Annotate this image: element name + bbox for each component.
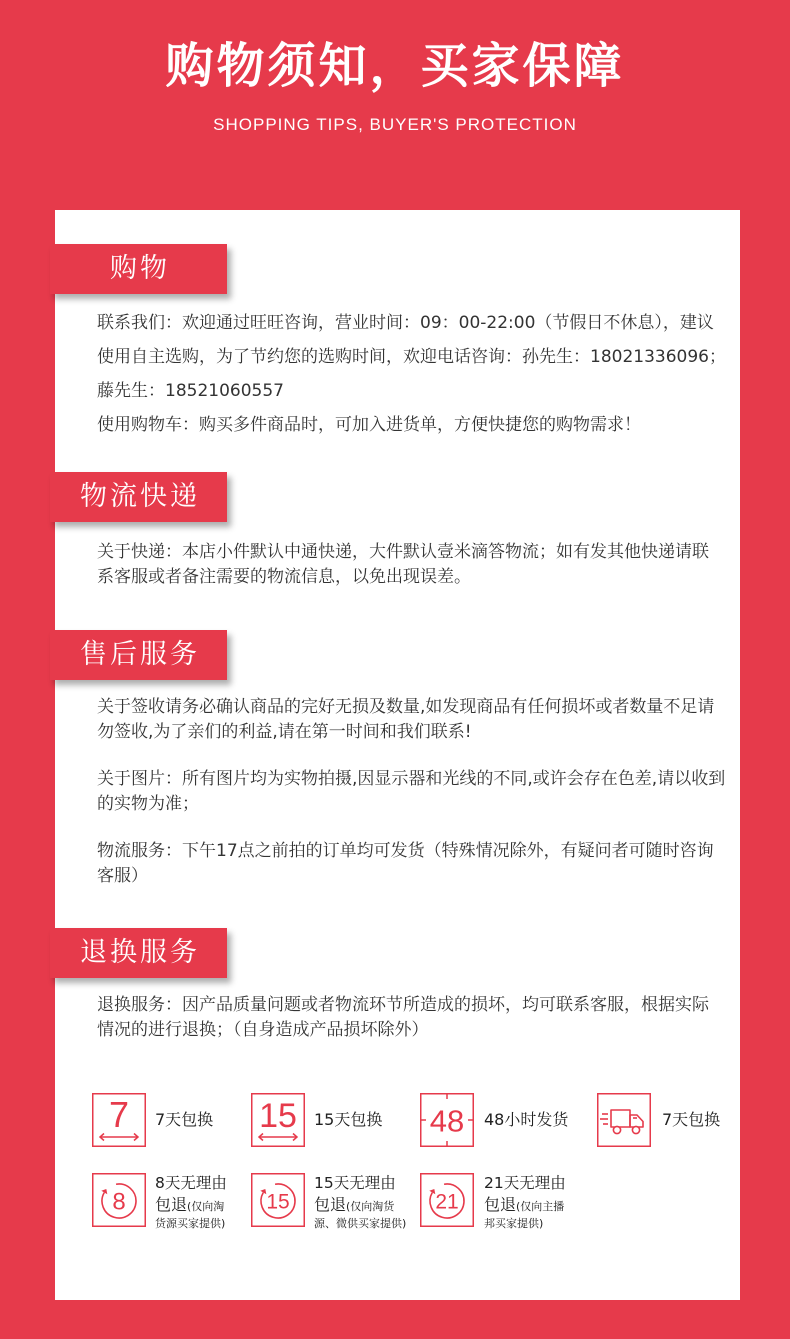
section-tag-after-sales: 售后服务	[50, 630, 227, 680]
section-tag-logistics: 物流快递	[50, 472, 227, 522]
text-line: 客服）	[97, 866, 148, 886]
text-line: 情况的进行退换；（自身造成产品损坏除外）	[97, 1020, 429, 1040]
page-subtitle: SHOPPING TIPS, BUYER'S PROTECTION	[213, 115, 577, 134]
text-line: 系客服或者备注需要的物流信息，以免出现误差。	[97, 567, 471, 587]
text-line: 物流服务：下午17点之前拍的订单均可发货（特殊情况除外，有疑问者可随时咨询	[97, 841, 714, 861]
text-line: 的实物为准；	[97, 794, 199, 814]
paragraph	[97, 306, 732, 408]
guarantee-main-text: 包退	[155, 1195, 188, 1214]
guarantee-label	[484, 1172, 566, 1230]
text-line: 退换服务：因产品质量问题或者物流环节所造成的损坏，均可联系客服，根据实际	[97, 995, 709, 1015]
delivery-truck-icon	[597, 1093, 651, 1147]
guarantee-label: 48小时发货	[484, 1110, 569, 1129]
guarantee-note-continued: 货源买家提供)	[155, 1217, 226, 1230]
text-line: 关于签收请务必确认商品的完好无损及数量,如发现商品有任何损坏或者数量不足请	[97, 697, 715, 717]
guarantee-note: (仅向淘货	[346, 1200, 395, 1213]
guarantee-note: (仅向主播	[516, 1200, 565, 1213]
text-line: 勿签收,为了亲们的利益,请在第一时间和我们联系!	[97, 722, 472, 742]
day-count-number: 15	[266, 1190, 290, 1214]
15-day-return-icon	[251, 1173, 305, 1227]
paragraph	[97, 695, 732, 745]
guarantee-terms	[155, 1194, 227, 1218]
page-title: 购物须知，买家保障	[165, 38, 625, 94]
text-line: 联系我们：欢迎通过旺旺咨询，营业时间：09：00-22:00（节假日不休息），建议	[97, 313, 714, 333]
guarantee-main-text: 包退	[314, 1195, 347, 1214]
guarantee-main-text: 包退	[484, 1195, 517, 1214]
day-count-number: 7	[108, 1094, 130, 1135]
8-day-return-icon	[92, 1173, 146, 1227]
section-text-logistics	[97, 540, 732, 590]
section-tag-returns: 退换服务	[50, 928, 227, 978]
48-hour-shipping-icon	[420, 1093, 474, 1147]
21-day-return-icon	[420, 1173, 474, 1227]
day-count-number: 8	[112, 1188, 126, 1216]
section-text-returns	[97, 993, 732, 1043]
day-count-number: 15	[259, 1097, 297, 1135]
section-tag-shopping: 购物	[50, 244, 227, 294]
fifteen-day-exchange-icon	[251, 1093, 305, 1147]
section-text-shopping	[97, 306, 732, 442]
paragraph	[97, 540, 732, 590]
hour-count-number: 48	[429, 1103, 465, 1139]
guarantee-title: 21天无理由	[484, 1174, 566, 1192]
paragraph	[97, 408, 732, 442]
seven-day-exchange-icon	[92, 1093, 146, 1147]
guarantee-title: 15天无理由	[314, 1174, 396, 1192]
guarantee-note-continued: 源、微供买家提供)	[314, 1217, 407, 1230]
guarantee-title: 8天无理由	[155, 1174, 227, 1192]
guarantee-label: 15天包换	[314, 1110, 383, 1129]
guarantee-label: 7天包换	[155, 1110, 214, 1129]
paragraph	[97, 993, 732, 1043]
guarantee-terms	[484, 1194, 566, 1218]
guarantee-label: 7天包换	[662, 1110, 721, 1129]
guarantee-note-continued: 邦买家提供)	[484, 1217, 544, 1230]
text-line: 关于图片：所有图片均为实物拍摄,因显示器和光线的不同,或许会存在色差,请以收到	[97, 769, 726, 789]
section-text-after-sales	[97, 695, 732, 911]
text-line: 关于快递：本店小件默认中通快递，大件默认壹米滴答物流；如有发其他快递请联	[97, 542, 709, 562]
guarantee-terms	[314, 1194, 406, 1218]
guarantee-note: (仅向淘	[187, 1200, 225, 1213]
paragraph	[97, 839, 732, 889]
text-line: 藤先生：18521060557	[97, 381, 284, 401]
day-count-number: 21	[435, 1190, 459, 1214]
text-line: 使用购物车：购买多件商品时，可加入进货单，方便快捷您的购物需求！	[97, 415, 641, 435]
paragraph	[97, 767, 732, 817]
guarantee-label	[155, 1172, 227, 1230]
text-line: 使用自主选购，为了节约您的选购时间，欢迎电话咨询：孙先生：18021336096；	[97, 347, 726, 367]
guarantee-label	[314, 1172, 406, 1230]
